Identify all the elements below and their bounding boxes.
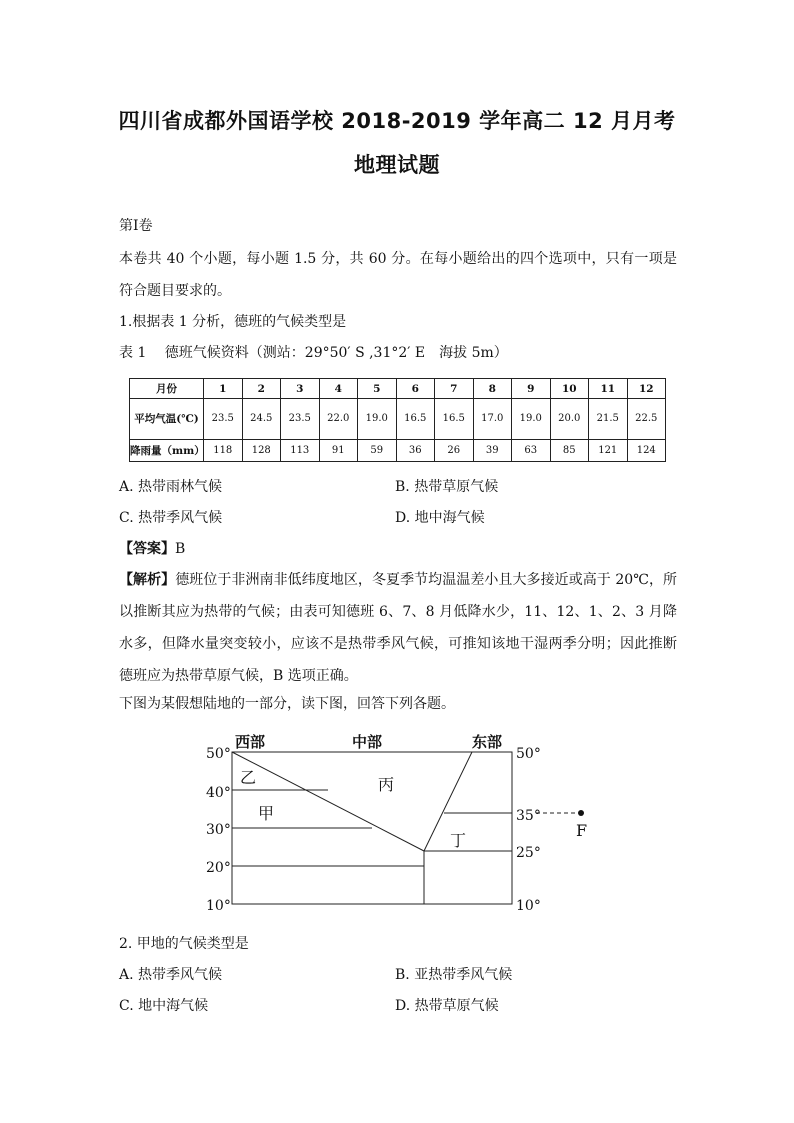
rainfall-cell: 26	[435, 440, 474, 462]
temperature-cell: 20.0	[550, 399, 589, 440]
section-intro: 本卷共 40 个小题，每小题 1.5 分，共 60 分。在每小题给出的四个选项中，只有一项是符合题目要求的。	[119, 251, 677, 299]
q2-option-a[interactable]: A. 热带季风气候	[119, 967, 223, 983]
q2-option-d[interactable]: D. 热带草原气候	[395, 998, 499, 1014]
temperature-cell: 23.5	[281, 399, 320, 440]
region-yi-label: 乙	[240, 768, 257, 787]
month-cell: 3	[281, 379, 320, 399]
figure-intro: 下图为某假想陆地的一部分，读下图，回答下列各题。	[119, 696, 455, 712]
table-caption: 表 1 德班气候资料（测站：29°50′ S ,31°2′ E 海拔 5m）	[119, 345, 508, 361]
month-cell: 5	[358, 379, 397, 399]
rainfall-cell: 121	[589, 440, 628, 462]
q1-option-d[interactable]: D. 地中海气候	[395, 510, 485, 526]
rainfall-cell: 128	[242, 440, 281, 462]
row-label-rainfall: 降雨量（mm）	[130, 440, 204, 462]
question-2-stem: 2. 甲地的气候类型是	[119, 936, 249, 952]
rainfall-cell: 124	[627, 440, 666, 462]
rainfall-cell: 39	[473, 440, 512, 462]
rainfall-cell: 59	[358, 440, 397, 462]
temperature-cell: 21.5	[589, 399, 628, 440]
right-label-35: 35°	[516, 808, 541, 824]
right-label-25: 25°	[516, 845, 541, 861]
region-bing-label: 丙	[378, 775, 395, 794]
row-label-month: 月份	[130, 379, 204, 399]
q1-analysis	[119, 564, 677, 692]
point-f-label: F	[576, 821, 588, 840]
temperature-cell: 22.0	[319, 399, 358, 440]
temperature-cell: 17.0	[473, 399, 512, 440]
temperature-cell: 22.5	[627, 399, 666, 440]
header-east: 东部	[472, 733, 503, 751]
question-1-stem: 1.根据表 1 分析，德班的气候类型是	[119, 314, 347, 330]
left-label-30: 30°	[206, 822, 231, 838]
temperature-cell: 24.5	[242, 399, 281, 440]
answer-value: B	[175, 541, 186, 557]
month-cell: 11	[589, 379, 628, 399]
month-cell: 6	[396, 379, 435, 399]
table-row-temperature	[130, 399, 666, 440]
page-title-line1: 四川省成都外国语学校 2018-2019 学年高二 12 月月考	[118, 109, 676, 133]
header-central: 中部	[352, 733, 383, 751]
left-label-50: 50°	[206, 746, 231, 762]
rainfall-cell: 85	[550, 440, 589, 462]
q1-answer	[119, 539, 185, 559]
left-label-20: 20°	[206, 860, 231, 876]
right-label-50: 50°	[516, 746, 541, 762]
answer-label: 【答案】	[119, 541, 175, 557]
month-cell: 4	[319, 379, 358, 399]
header-west: 西部	[235, 733, 266, 751]
right-label-10: 10°	[516, 898, 541, 914]
temperature-cell: 19.0	[512, 399, 551, 440]
rainfall-cell: 36	[396, 440, 435, 462]
month-cell: 12	[627, 379, 666, 399]
rainfall-cell: 118	[204, 440, 243, 462]
month-cell: 8	[473, 379, 512, 399]
section-heading: 第Ⅰ卷	[119, 218, 153, 234]
temperature-cell: 19.0	[358, 399, 397, 440]
month-cell: 7	[435, 379, 474, 399]
q2-option-c[interactable]: C. 地中海气候	[119, 998, 209, 1014]
month-cell: 9	[512, 379, 551, 399]
climate-table	[129, 378, 666, 462]
left-label-10: 10°	[206, 898, 231, 914]
temperature-cell: 16.5	[435, 399, 474, 440]
temperature-cell: 16.5	[396, 399, 435, 440]
month-cell: 1	[204, 379, 243, 399]
q1-option-c[interactable]: C. 热带季风气候	[119, 510, 223, 526]
rainfall-cell: 63	[512, 440, 551, 462]
temperature-cell: 23.5	[204, 399, 243, 440]
point-f-marker	[578, 810, 584, 816]
table-row-rainfall	[130, 440, 666, 462]
q1-option-a[interactable]: A. 热带雨林气候	[119, 479, 223, 495]
row-label-temperature: 平均气温(℃)	[130, 399, 204, 440]
rainfall-cell: 91	[319, 440, 358, 462]
region-ding-label: 丁	[450, 831, 467, 850]
landmass-diagram	[200, 728, 600, 918]
analysis-text: 德班位于非洲南非低纬度地区，冬夏季节均温温差小且大多接近或高于 20℃，所以推断其应为热带的气候；由表可知德班 6、7、8 月低降水少，11、12、1、2、3 月降水多，但降水量突变较小，应该不是热带季风气候，可推知该地干湿两季分明；因此推断德班应为热带草原气候，B 选项正确。	[119, 572, 677, 684]
left-label-40: 40°	[206, 785, 231, 801]
month-cell: 2	[242, 379, 281, 399]
region-jia-label: 甲	[258, 804, 275, 823]
analysis-label: 【解析】	[119, 572, 176, 588]
month-cell: 10	[550, 379, 589, 399]
rainfall-cell: 113	[281, 440, 320, 462]
page-title-line2: 地理试题	[354, 153, 440, 177]
diagonal-west	[232, 752, 424, 851]
q1-option-b[interactable]: B. 热带草原气候	[395, 479, 499, 495]
table-row-month	[130, 379, 666, 399]
q2-option-b[interactable]: B. 亚热带季风气候	[395, 967, 513, 983]
